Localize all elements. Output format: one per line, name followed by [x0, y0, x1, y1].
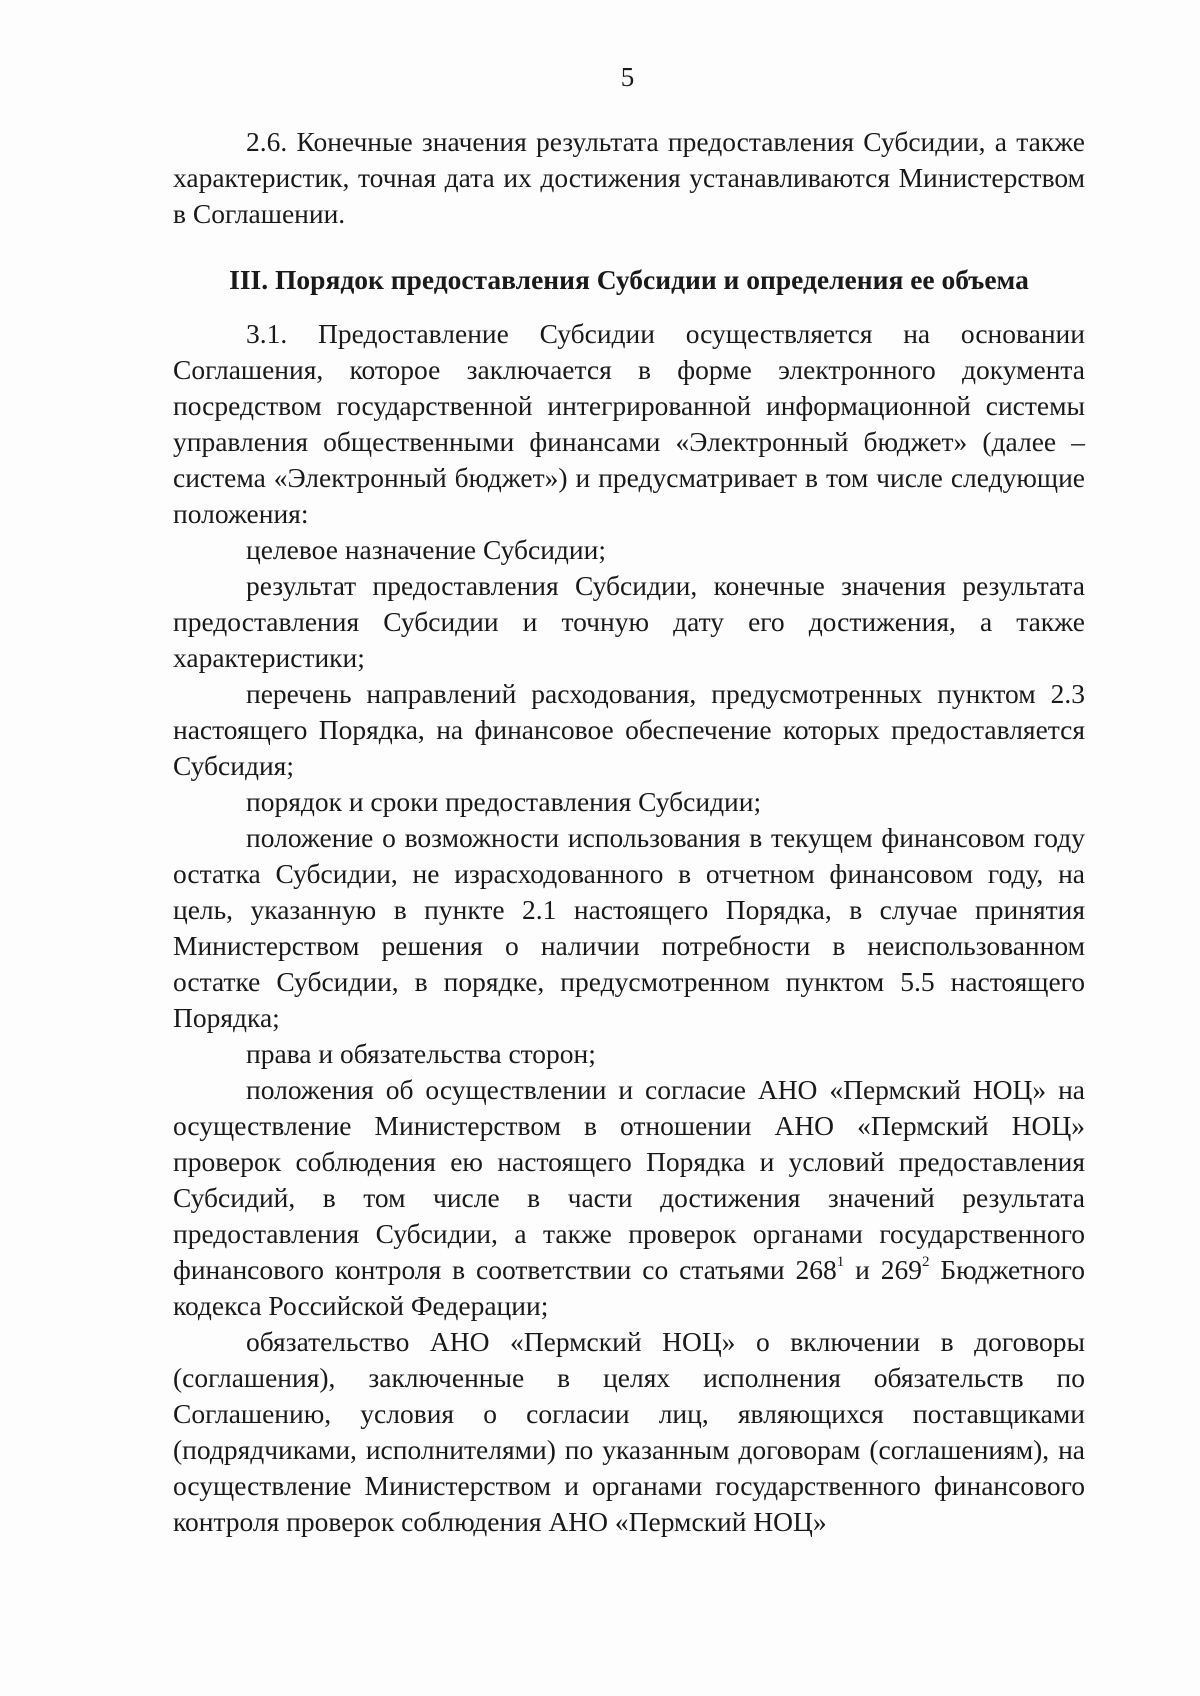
audit-consent-text-b: и 269 [844, 1254, 922, 1285]
paragraph-3-1: 3.1. Предоставление Субсидии осуществляется на основании Соглашения, которое заключается в форме электронного документа посредством государственной интегрированной информационной системы управления общественными финансами «Электронный бюджет» (далее – система «Электронный бюджет») и предусматривает в том числе следующие положения: [173, 318, 1085, 529]
list-item-purpose: целевое назначение Субсидии; [246, 534, 606, 565]
list-item-result: результат предоставления Субсидии, конечные значения результата предоставления Субсидии и точную дату его достижения, а также характеристики; [173, 570, 1085, 673]
audit-consent-text-c: Бюджетного кодекса Российской Федерации; [173, 1254, 1085, 1321]
document-body [173, 124, 1085, 1540]
list-item-rights: права и обязательства сторон; [246, 1038, 596, 1069]
page-number: 5 [620, 62, 635, 92]
list-item-remaining-balance: положение о возможности использования в текущем финансовом году остатка Субсидии, не израсходованного в отчетном финансовом году, на цель, указанную в пункте 2.1 настоящего Порядка, в случае принятия Министерством решения о наличии потребности в неиспользованном остатке Субсидии, в порядке, предусмотренном пунктом 5.5 настоящего Порядка; [173, 822, 1085, 1033]
article-269-superscript: 2 [921, 1253, 930, 1270]
section-heading: III. Порядок предоставления Субсидии и определения ее объема [229, 264, 1029, 295]
list-item-procedure: порядок и сроки предоставления Субсидии; [246, 786, 762, 817]
article-268-superscript: 1 [836, 1253, 845, 1270]
list-item-spending-directions: перечень направлений расходования, предусмотренных пунктом 2.3 настоящего Порядка, на финансовое обеспечение которых предоставляется Субсидия; [173, 678, 1085, 781]
list-item-audit-consent [173, 1072, 1085, 1324]
list-item-contract-obligation: обязательство АНО «Пермский НОЦ» о включении в договоры (соглашения), заключенные в целях исполнения обязательств по Соглашению, условия о согласии лиц, являющихся поставщиками (подрядчиками, исполнителями) по указанным договорам (соглашениям), на осуществление Министерством и органами государственного финансового контроля проверок соблюдения АНО «Пермский НОЦ» [173, 1326, 1085, 1537]
paragraph-2-6: 2.6. Конечные значения результата предоставления Субсидии, а также характеристик, точная дата их достижения устанавливаются Министерством в Соглашении. [173, 126, 1085, 229]
audit-consent-text-a: положения об осуществлении и согласие АНО «Пермский НОЦ» на осуществление Министерством в отношении АНО «Пермский НОЦ» проверок соблюдения ею настоящего Порядка и условий предоставления Субсидий, в том числе в части достижения значений результата предоставления Субсидии, а также проверок органами государственного финансового контроля в соответствии со статьями 268 [173, 1074, 1085, 1285]
